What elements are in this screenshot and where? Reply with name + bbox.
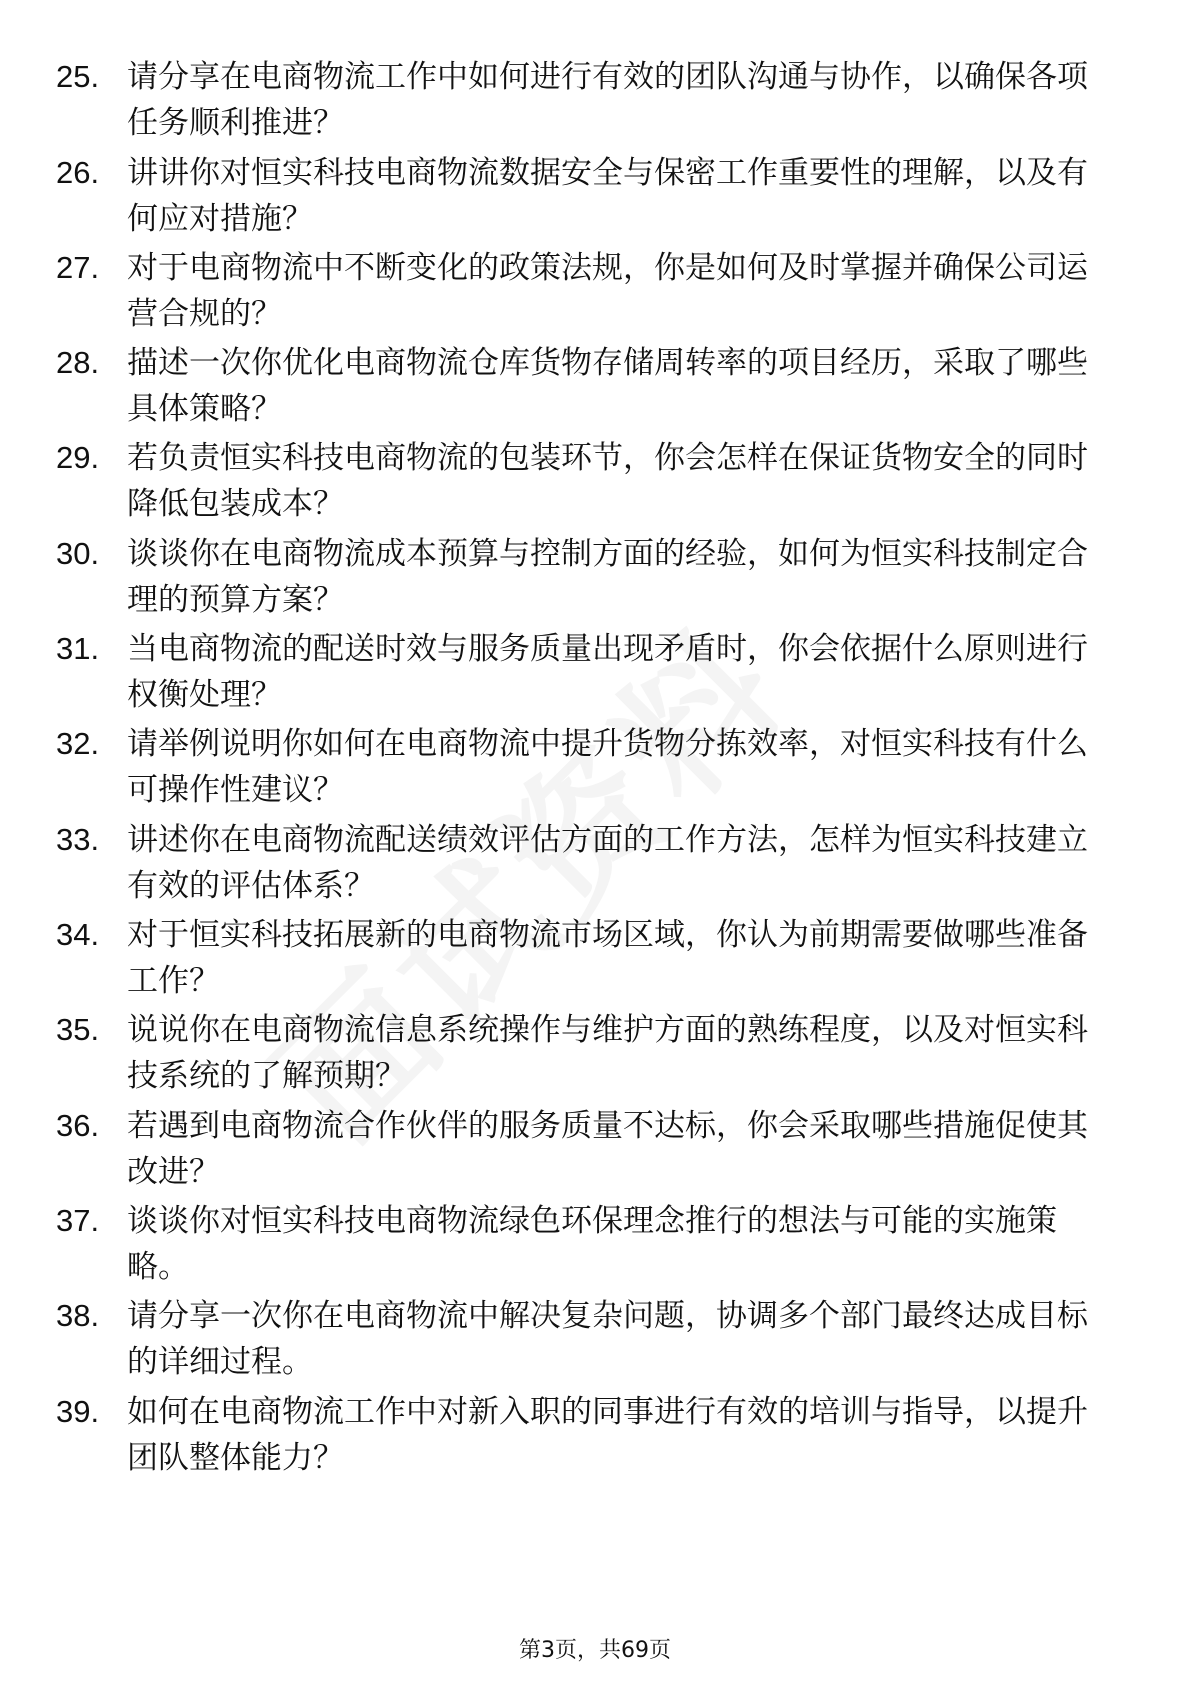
question-item <box>0 1103 1190 1203</box>
question-item <box>0 1293 1190 1393</box>
question-text: 讲讲你对恒实科技电商物流数据安全与保密工作重要性的理解，以及有何应对措施？ <box>127 155 1088 237</box>
question-number: 38. <box>56 1298 100 1333</box>
question-text: 描述一次你优化电商物流仓库货物存储周转率的项目经历，采取了哪些具体策略？ <box>127 345 1088 427</box>
question-item <box>0 435 1190 535</box>
question-text: 若负责恒实科技电商物流的包装环节，你会怎样在保证货物安全的同时降低包装成本？ <box>127 440 1088 522</box>
question-text: 请分享在电商物流工作中如何进行有效的团队沟通与协作，以确保各项任务顺利推进？ <box>127 59 1088 141</box>
question-number: 36. <box>56 1108 100 1143</box>
question-item <box>0 1198 1190 1298</box>
question-item <box>0 817 1190 917</box>
question-text: 当电商物流的配送时效与服务质量出现矛盾时，你会依据什么原则进行权衡处理？ <box>127 631 1088 713</box>
question-number: 32. <box>56 726 100 761</box>
question-item <box>0 721 1190 821</box>
question-item <box>0 54 1190 154</box>
question-item <box>0 626 1190 726</box>
question-item <box>0 1389 1190 1489</box>
question-text: 谈谈你对恒实科技电商物流绿色环保理念推行的想法与可能的实施策略。 <box>127 1203 1057 1285</box>
question-number: 34. <box>56 917 100 952</box>
question-text: 若遇到电商物流合作伙伴的服务质量不达标，你会采取哪些措施促使其改进？ <box>127 1108 1088 1190</box>
question-number: 37. <box>56 1203 100 1238</box>
question-number: 26. <box>56 155 100 190</box>
question-text: 请举例说明你如何在电商物流中提升货物分拣效率，对恒实科技有什么可操作性建议？ <box>127 726 1088 808</box>
question-text: 请分享一次你在电商物流中解决复杂问题，协调多个部门最终达成目标的详细过程。 <box>127 1298 1088 1380</box>
question-item <box>0 1007 1190 1107</box>
question-item <box>0 340 1190 440</box>
question-number: 25. <box>56 59 100 94</box>
question-number: 29. <box>56 440 100 475</box>
question-text: 讲述你在电商物流配送绩效评估方面的工作方法，怎样为恒实科技建立有效的评估体系？ <box>127 822 1088 904</box>
question-number: 28. <box>56 345 100 380</box>
question-text: 对于恒实科技拓展新的电商物流市场区域，你认为前期需要做哪些准备工作？ <box>127 917 1088 999</box>
question-item <box>0 245 1190 345</box>
question-number: 30. <box>56 536 100 571</box>
question-number: 31. <box>56 631 100 666</box>
question-number: 33. <box>56 822 100 857</box>
question-text: 说说你在电商物流信息系统操作与维护方面的熟练程度，以及对恒实科技系统的了解预期？ <box>127 1012 1088 1094</box>
question-item <box>0 150 1190 250</box>
question-number: 39. <box>56 1394 100 1429</box>
question-number: 35. <box>56 1012 100 1047</box>
question-item <box>0 531 1190 631</box>
question-text: 对于电商物流中不断变化的政策法规，你是如何及时掌握并确保公司运营合规的？ <box>127 250 1088 332</box>
question-number: 27. <box>56 250 100 285</box>
page-footer <box>0 1636 1190 1666</box>
question-text: 如何在电商物流工作中对新入职的同事进行有效的培训与指导，以提升团队整体能力？ <box>127 1394 1088 1476</box>
page-number: 第3页，共69页 <box>519 1638 671 1663</box>
question-item <box>0 912 1190 1012</box>
question-text: 谈谈你在电商物流成本预算与控制方面的经验，如何为恒实科技制定合理的预算方案？ <box>127 536 1088 618</box>
